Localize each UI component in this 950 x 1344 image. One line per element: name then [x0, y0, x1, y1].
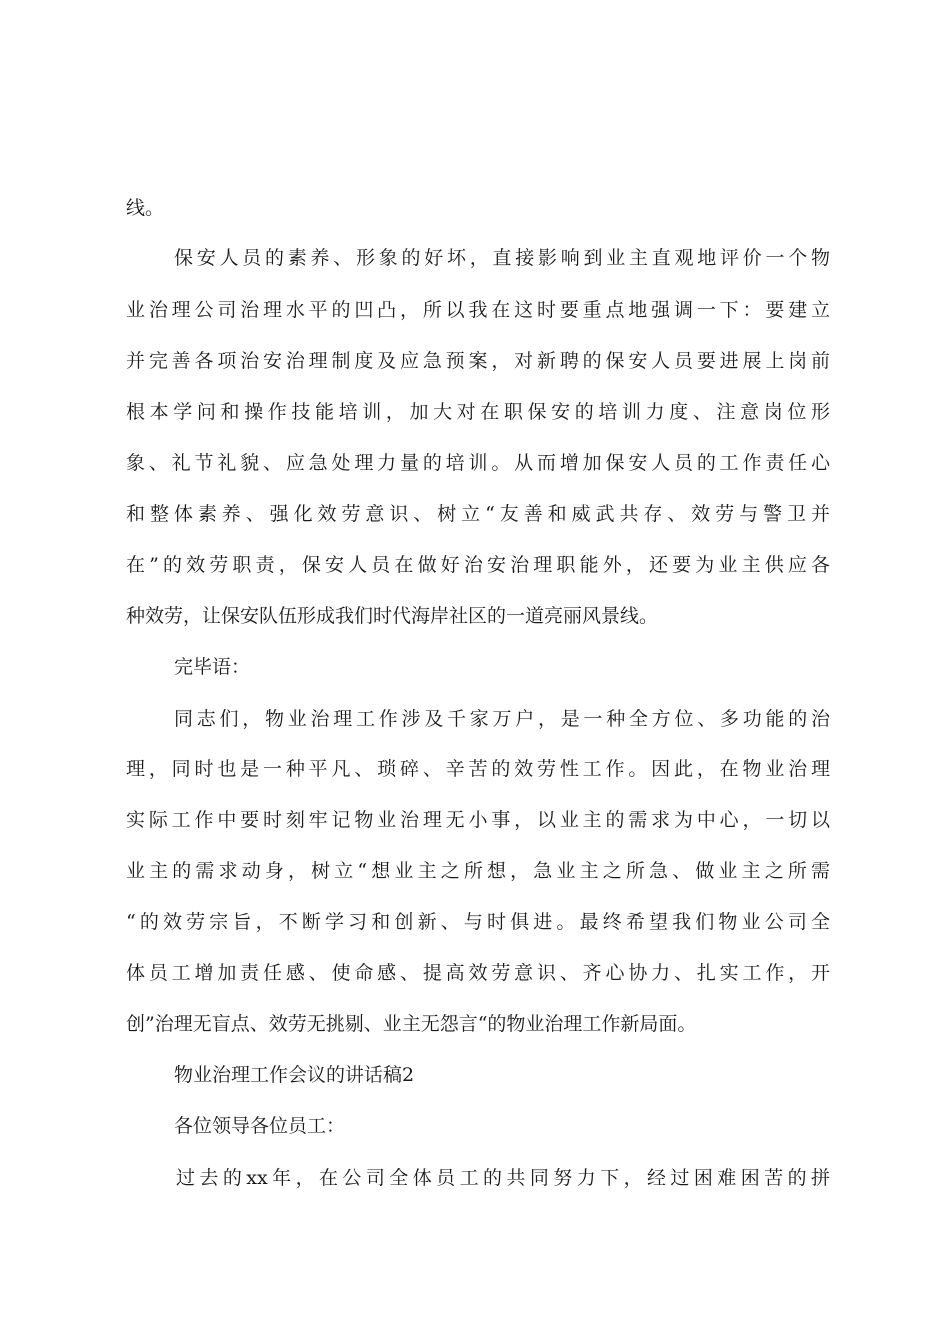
text-line: 在”的效劳职责，保安人员在做好治安治理职能外，还要为业主供应各 [126, 554, 830, 576]
text-line: 线。 [126, 197, 165, 219]
text-line: 实际工作中要时刻牢记物业治理无小事，以业主的需求为中心，一切以 [126, 809, 830, 831]
text-line: 并完善各项治安治理制度及应急预案，对新聘的保安人员要进展上岗前 [126, 350, 830, 372]
text-line: 创”治理无盲点、效劳无挑剔、业主无怨言“的物业治理工作新局面。 [126, 1013, 697, 1035]
salutation: 各位领导各位员工： [174, 1115, 346, 1137]
section-heading: 完毕语： [174, 656, 251, 678]
text-line: 同志们，物业治理工作涉及千家万户，是一种全方位、多功能的治 [174, 708, 830, 730]
text-line: 理，同时也是一种平凡、琐碎、辛苦的效劳性工作。因此，在物业治理 [126, 758, 830, 780]
text-line: 和整体素养、强化效劳意识、树立“友善和威武共存、效劳与警卫并 [126, 503, 830, 525]
document-title: 物业治理工作会议的讲话稿2 [174, 1064, 415, 1086]
text-line: 体员工增加责任感、使命感、提高效劳意识、齐心协力、扎实工作，开 [126, 962, 830, 984]
text-line: 业治理公司治理水平的凹凸，所以我在这时要重点地强调一下：要建立 [126, 299, 830, 321]
text-line: 象、礼节礼貌、应急处理力量的培训。从而增加保安人员的工作责任心 [126, 452, 830, 474]
text-line: 业主的需求动身，树立“想业主之所想，急业主之所急、做业主之所需 [126, 860, 830, 882]
text-line: 根本学问和操作技能培训，加大对在职保安的培训力度、注意岗位形 [126, 401, 830, 423]
text-line: 保安人员的素养、形象的好坏，直接影响到业主直观地评价一个物 [174, 247, 830, 269]
text-line: 种效劳，让保安队伍形成我们时代海岸社区的一道亮丽风景线。 [126, 605, 659, 627]
text-line: “的效劳宗旨，不断学习和创新、与时俱进。最终希望我们物业公司全 [126, 911, 830, 933]
text-line: 过去的xx年，在公司全体员工的共同努力下，经过困难困苦的拼 [176, 1167, 830, 1189]
